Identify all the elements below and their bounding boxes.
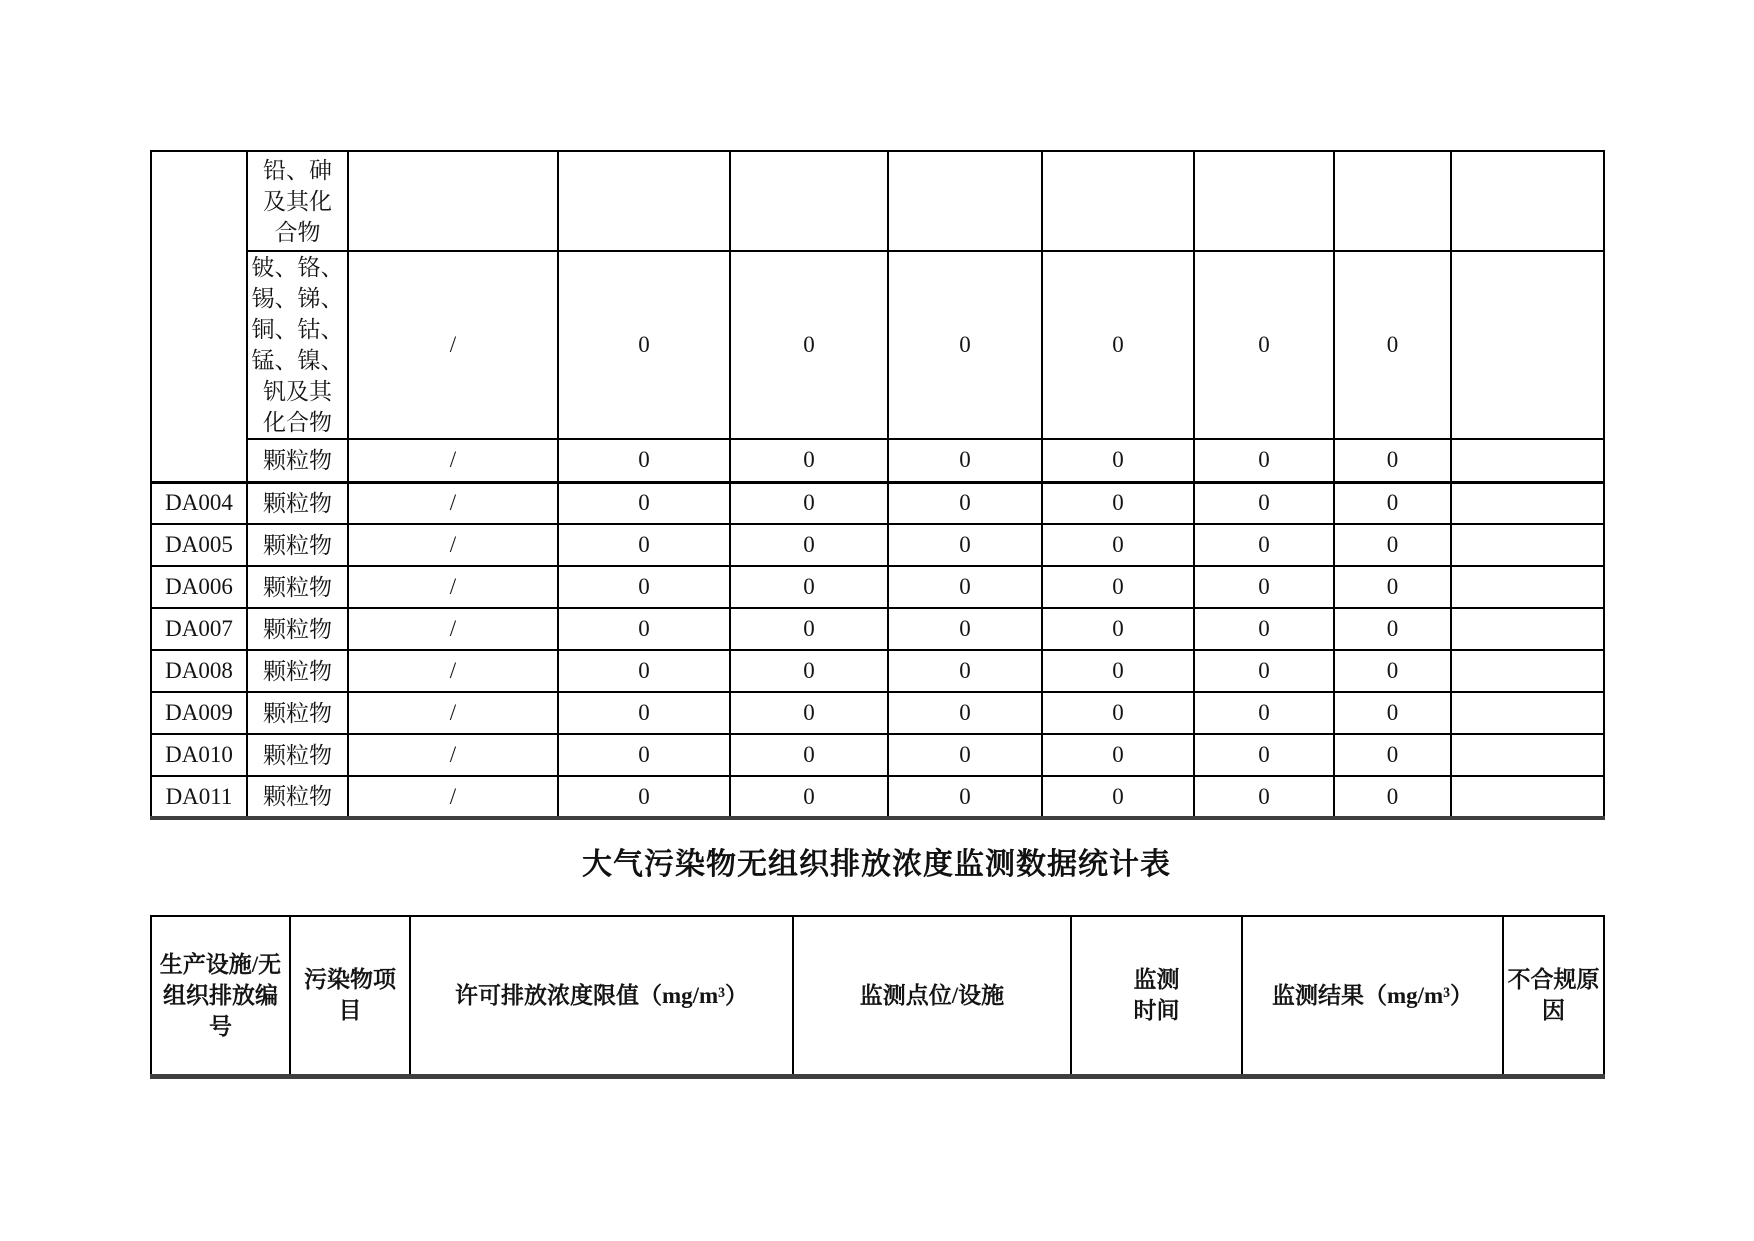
cell-value: 0: [1334, 608, 1451, 650]
cell-value: 0: [888, 650, 1042, 692]
cell-value: 0: [1334, 692, 1451, 734]
cell-value: /: [348, 692, 558, 734]
cell-outlet-id: DA009: [151, 692, 247, 734]
cell-value: 0: [730, 776, 888, 818]
table-row: [151, 566, 1604, 608]
table-row: [151, 439, 1604, 482]
cell-value: 0: [1042, 524, 1194, 566]
cell-value: 0: [888, 439, 1042, 482]
cell-value: 0: [558, 734, 730, 776]
cell-value: 0: [730, 566, 888, 608]
cell-pollutant: [247, 776, 348, 818]
table-row: [151, 692, 1604, 734]
column-header: [1071, 916, 1242, 1076]
cell-value: [1451, 439, 1604, 482]
cell-outlet-id: DA007: [151, 608, 247, 650]
pollutant-line: 颗粒物: [263, 742, 332, 768]
cell-value: 0: [1334, 734, 1451, 776]
cell-value: 0: [558, 524, 730, 566]
cell-value: [1451, 692, 1604, 734]
cell-value: 0: [558, 251, 730, 439]
header-row: [151, 916, 1604, 1076]
cell-value: 0: [558, 650, 730, 692]
pollutant-line: 颗粒物: [263, 700, 332, 726]
pollutant-line: 不合规原: [1507, 967, 1600, 993]
cell-value: [558, 151, 730, 251]
cell-value: 0: [1334, 524, 1451, 566]
pollutant-line: 监测结果（mg/m³）: [1271, 982, 1474, 1008]
pollutant-line: 颗粒物: [263, 616, 332, 642]
pollutant-line: 铅、砷: [263, 157, 332, 183]
cell-pollutant: [247, 524, 348, 566]
fugitive-emission-monitoring-table: [150, 915, 1605, 1079]
cell-value: 0: [1334, 776, 1451, 818]
cell-value: [1042, 151, 1194, 251]
cell-value: 0: [558, 566, 730, 608]
column-header: [290, 916, 410, 1076]
column-header: [151, 916, 290, 1076]
cell-value: [1451, 566, 1604, 608]
pollutant-line: 锡、锑、: [251, 286, 344, 311]
t2-body: [151, 916, 1604, 1076]
cell-value: 0: [1194, 524, 1334, 566]
pollutant-line: 生产设施/无: [159, 951, 282, 977]
cell-value: 0: [558, 439, 730, 482]
cell-pollutant: [247, 692, 348, 734]
cell-value: [348, 151, 558, 251]
cell-value: /: [348, 439, 558, 482]
column-header: [1242, 916, 1503, 1076]
cell-value: [1451, 650, 1604, 692]
cell-value: 0: [558, 482, 730, 524]
cell-value: 0: [1194, 608, 1334, 650]
cell-value: 0: [1042, 251, 1194, 439]
cell-value: 0: [888, 734, 1042, 776]
cell-outlet-id: DA011: [151, 776, 247, 818]
cell-value: 0: [888, 608, 1042, 650]
table-row: [151, 524, 1604, 566]
cell-pollutant: [247, 439, 348, 482]
cell-value: 0: [888, 524, 1042, 566]
cell-value: [888, 151, 1042, 251]
cell-value: 0: [888, 482, 1042, 524]
pollutant-line: 铜、钴、: [251, 317, 344, 342]
cell-outlet-id: DA006: [151, 566, 247, 608]
pollutant-line: 监测: [1133, 967, 1180, 993]
cell-value: /: [348, 734, 558, 776]
t1-body: [151, 151, 1604, 818]
cell-outlet-id: DA008: [151, 650, 247, 692]
pollutant-line: 颗粒物: [263, 447, 332, 473]
cell-value: 0: [888, 776, 1042, 818]
table-row: [151, 608, 1604, 650]
pollutant-line: 目: [338, 998, 362, 1024]
pollutant-line: 颗粒物: [263, 574, 332, 600]
pollutant-line: 锰、镍、: [251, 348, 344, 373]
cell-value: [1194, 151, 1334, 251]
cell-value: /: [348, 650, 558, 692]
cell-value: 0: [1042, 482, 1194, 524]
cell-pollutant: [247, 251, 348, 439]
table-row: [151, 482, 1604, 524]
cell-value: 0: [1194, 692, 1334, 734]
column-header: [1503, 916, 1604, 1076]
cell-value: /: [348, 482, 558, 524]
cell-value: [1451, 776, 1604, 818]
cell-value: 0: [1194, 439, 1334, 482]
cell-value: 0: [730, 251, 888, 439]
cell-value: [1451, 482, 1604, 524]
stack-emission-monitoring-table: [150, 150, 1605, 820]
cell-outlet-id: DA005: [151, 524, 247, 566]
cell-pollutant: [247, 566, 348, 608]
cell-pollutant: [247, 650, 348, 692]
cell-value: 0: [1042, 692, 1194, 734]
cell-pollutant: [247, 734, 348, 776]
cell-value: 0: [730, 482, 888, 524]
cell-pollutant: [247, 482, 348, 524]
pollutant-line: 铍、铬、: [251, 255, 344, 280]
cell-value: 0: [888, 251, 1042, 439]
pollutant-line: 号: [209, 1013, 232, 1039]
pollutant-line: 监测点位/设施: [859, 982, 1005, 1008]
cell-value: 0: [1194, 650, 1334, 692]
cell-value: 0: [888, 692, 1042, 734]
cell-value: [1451, 524, 1604, 566]
cell-value: 0: [730, 524, 888, 566]
pollutant-line: 颗粒物: [263, 784, 332, 809]
fugitive-table-title: 大气污染物无组织排放浓度监测数据统计表: [582, 848, 1171, 881]
cell-value: 0: [1042, 439, 1194, 482]
pollutant-line: 因: [1542, 998, 1565, 1024]
pollutant-line: 化合物: [263, 410, 332, 435]
pollutant-line: 颗粒物: [263, 658, 332, 684]
table-row: [151, 650, 1604, 692]
cell-value: [730, 151, 888, 251]
cell-value: [1451, 251, 1604, 439]
pollutant-line: 合物: [274, 219, 321, 245]
pollutant-line: 许可排放浓度限值（mg/m³）: [454, 982, 749, 1008]
cell-value: 0: [1042, 566, 1194, 608]
cell-value: 0: [730, 608, 888, 650]
cell-value: 0: [558, 776, 730, 818]
cell-value: 0: [1194, 776, 1334, 818]
cell-value: 0: [1334, 482, 1451, 524]
cell-value: 0: [1194, 482, 1334, 524]
table-row: [151, 734, 1604, 776]
table-row: [151, 251, 1604, 439]
table-row: [151, 776, 1604, 818]
cell-outlet-id: DA004: [151, 482, 247, 524]
table-row: [151, 151, 1604, 251]
cell-value: [1451, 734, 1604, 776]
cell-value: 0: [1334, 439, 1451, 482]
cell-value: 0: [1042, 608, 1194, 650]
cell-value: 0: [1042, 650, 1194, 692]
pollutant-line: 时间: [1133, 998, 1180, 1024]
cell-value: 0: [1334, 251, 1451, 439]
cell-value: 0: [1334, 650, 1451, 692]
cell-value: /: [348, 566, 558, 608]
column-header: [410, 916, 793, 1076]
pollutant-line: 组织排放编: [163, 982, 278, 1008]
cell-value: 0: [1194, 734, 1334, 776]
cell-value: 0: [888, 566, 1042, 608]
cell-value: [1451, 608, 1604, 650]
cell-value: 0: [1042, 776, 1194, 818]
cell-value: 0: [1334, 566, 1451, 608]
cell-value: [1451, 151, 1604, 251]
cell-value: 0: [1042, 734, 1194, 776]
cell-value: /: [348, 776, 558, 818]
cell-pollutant: [247, 608, 348, 650]
cell-value: /: [348, 524, 558, 566]
cell-outlet-id: DA010: [151, 734, 247, 776]
cell-outlet-id-merged: [151, 151, 247, 482]
cell-value: 0: [1194, 566, 1334, 608]
pollutant-line: 污染物项: [304, 967, 396, 993]
cell-value: 0: [730, 650, 888, 692]
pollutant-line: 颗粒物: [263, 532, 332, 558]
cell-value: 0: [730, 692, 888, 734]
cell-value: 0: [558, 608, 730, 650]
cell-value: 0: [730, 439, 888, 482]
pollutant-line: 颗粒物: [263, 490, 332, 516]
cell-value: [1334, 151, 1451, 251]
cell-value: /: [348, 608, 558, 650]
cell-value: 0: [558, 692, 730, 734]
pollutant-line: 及其化: [263, 188, 332, 214]
cell-value: 0: [1194, 251, 1334, 439]
column-header: [793, 916, 1071, 1076]
cell-value: /: [348, 251, 558, 439]
cell-value: 0: [730, 734, 888, 776]
pollutant-line: 钒及其: [263, 379, 332, 404]
cell-pollutant: [247, 151, 348, 251]
